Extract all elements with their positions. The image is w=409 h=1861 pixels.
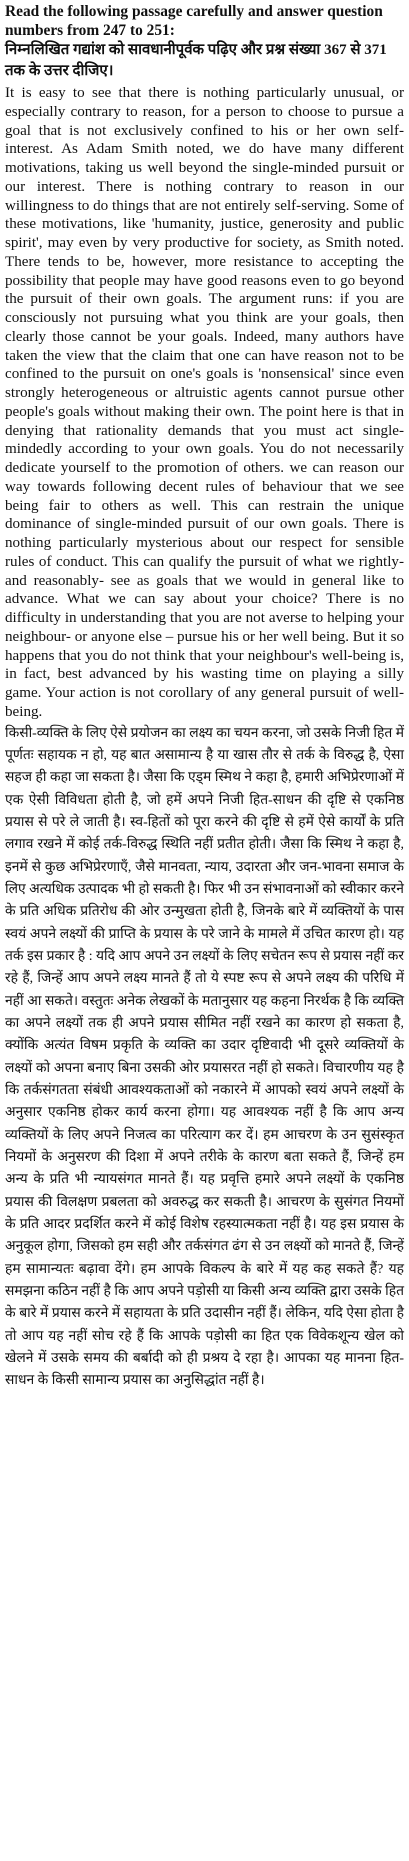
passage-english: It is easy to see that there is nothing particularly unusual, or especially contrary to reason, for a person to choose to pursue a goal that is not exclusively confined to his or her own self-interest. As Adam Smith noted, we do have many different motivations, taking us well beyond the single-minded pursuit or our interest. There is nothing contrary to reason in our willingness to do things that are not entirely self-serving. Some of these motivations, like 'humanity, justice, generosity and public spirit', may even by very productive for society, as Smith noted. There tends to be, however, more resistance to accepting the possibility that people may have good reasons even to go beyond the pursuit of their own goals. The argument runs: if you are consciously not pursuing what you think are your goals, then clearly those cannot be your goals. Indeed, many authors have taken the view that the claim that one can have reason not to be confined to the pursuit on one's goals is 'nonsensical' since even strongly heterogeneous or altruistic agents cannot pursue other people's goals without making their own. The point here is that in denying that rationality demands that you must act single- mindedly according to your own goals. You do not necessarily dedicate yourself to the promotion of others. we can reason our way towards following decent rules of behaviour that we see being fair to others as well. This can restrain the unique dominance of single-minded pursuit of our own goals. There is nothing particularly mysterious about our respect for sensible rules of conduct. This can qualify the pursuit of what we rightly- and reasonably- see as goals that we would in general like to advance. What we can say about your choice? There is no difficulty in understanding that you are not averse to helping your neighbour- or anyone else – pursue his or her well being. But it so happens that you do not think that your neighbour's well-being is, in fact, best advanced by his wasting time on playing a silly game. Your action is not corollary of any general pursuit of well-being. <box>5 85 404 720</box>
instructions-english: Read the following passage carefully and answer question numbers from 247 to 251: <box>5 3 383 39</box>
instructions-hindi: निम्नलिखित गद्यांश को सावधानीपूर्वक पढ़िए और प्रश्न संख्या 367 से 371 तक के उत्तर दीजिए। <box>5 42 387 79</box>
passage-hindi: किसी-व्यक्ति के लिए ऐसे प्रयोजन का लक्ष्य का चयन करना, जो उसके निजी हित में पूर्णतः सहायक न हो, यह बात असामान्य है या खास तौर से तर्क के विरुद्ध है, ऐसा सहज ही कहा जा सकता है। जैसा कि एड्म स्मिथ ने कहा है, हमारी अभिप्रेरणाओं में एक ऐसी विविधता होती है, जो हमें अपने निजी हित-साधन की दृष्टि से एकनिष्ठ प्रयास से परे ले जाती है। स्व-हितों को पूरा करने की दृष्टि से हमें ऐसे कार्यों के प्रति लगाव रखने में कोई तर्क-विरुद्ध स्थिति नहीं प्रतीत होती। जैसा कि स्मिथ ने कहा है, इनमें से कुछ अभिप्रेरणाएँ, जैसे मानवता, न्याय, उदारता और जन-भावना समाज के लिए अत्यधिक उत्पादक भी हो सकती है। फिर भी उन संभावनाओं को स्वीकार करने के प्रति अधिक प्रतिरोध की ओर उन्मुखता होती है, जिनके बारे में व्यक्तियों के पास स्वयं अपने लक्ष्यों की प्राप्ति के प्रयास के परे जाने के मामले में उचित कारण हो। यह तर्क इस प्रकार है : यदि आप अपने उन लक्ष्यों के लिए सचेतन रूप से प्रयास नहीं कर रहे हैं, जिन्हें आप अपने लक्ष्य मानते हैं तो ये स्पष्ट रूप से अपने लक्ष्य की परिधि में नहीं आ सकते। वस्तुतः अनेक लेखकों के मतानुसार यह कहना निरर्थक है कि व्यक्ति का अपने लक्ष्यों तक ही अपने प्रयास सीमित नहीं रखने का कारण हो सकता है, क्योंकि अत्यंत विषम प्रकृति के व्यक्ति का उदार दृष्टिवादी भी दूसरे व्यक्तियों के लक्ष्यों को अपना बनाए बिना उसकी ओर प्रयासरत नहीं हो सकते। विचारणीय यह है कि तर्कसंगतता संबंधी आवश्यकताओं को नकारने में आपको स्वयं अपने लक्ष्यों के अनुसार एकनिष्ठ होकर कार्य करना होगा। यह आवश्यक नहीं है कि आप अन्य व्यक्तियों के लिए अपने निजत्व का परित्याग कर दें। हम आचरण के उन सुसंस्कृत नियमों के अनुसरण की दिशा में अपने तरीके के कारण बता सकते हैं, जिन्हें हम अन्य के प्रति भी न्यायसंगत मानते हैं। यह प्रवृत्ति हमारे अपने लक्ष्यों के एकनिष्ठ प्रयास की विलक्षण प्रबलता को अवरुद्ध कर सकती है। आचरण के सुसंगत नियमों के प्रति आदर प्रदर्शित करने में कोई विशेष रहस्यात्मकता नहीं है। यह इस प्रयास के अनुकूल होगा, जिसको हम सही और तर्कसंगत ढंग से उन लक्ष्यों को मानते हैं, जिन्हें हम सामान्यतः बढ़ावा देंगे। हम आपके विकल्प के बारे में यह कह सकते हैं? यह समझना कठिन नहीं है कि आप अपने पड़ोसी या किसी अन्य व्यक्ति द्वारा उसके हित के बारे में प्रयास करने में सहायता के प्रति उदासीन नहीं हैं। लेकिन, यदि ऐसा होता है तो आप यह नहीं सोच रहे हैं कि आपके पड़ोसी का हित एक विवेकशून्य खेल को खेलने में उसके समय की बर्बादी को ही प्रश्रय दे रहा है। आपका यह मानना हित-साधन के किसी सामान्य प्रयास का अनुसिद्धांत नहीं है। <box>5 724 404 1388</box>
